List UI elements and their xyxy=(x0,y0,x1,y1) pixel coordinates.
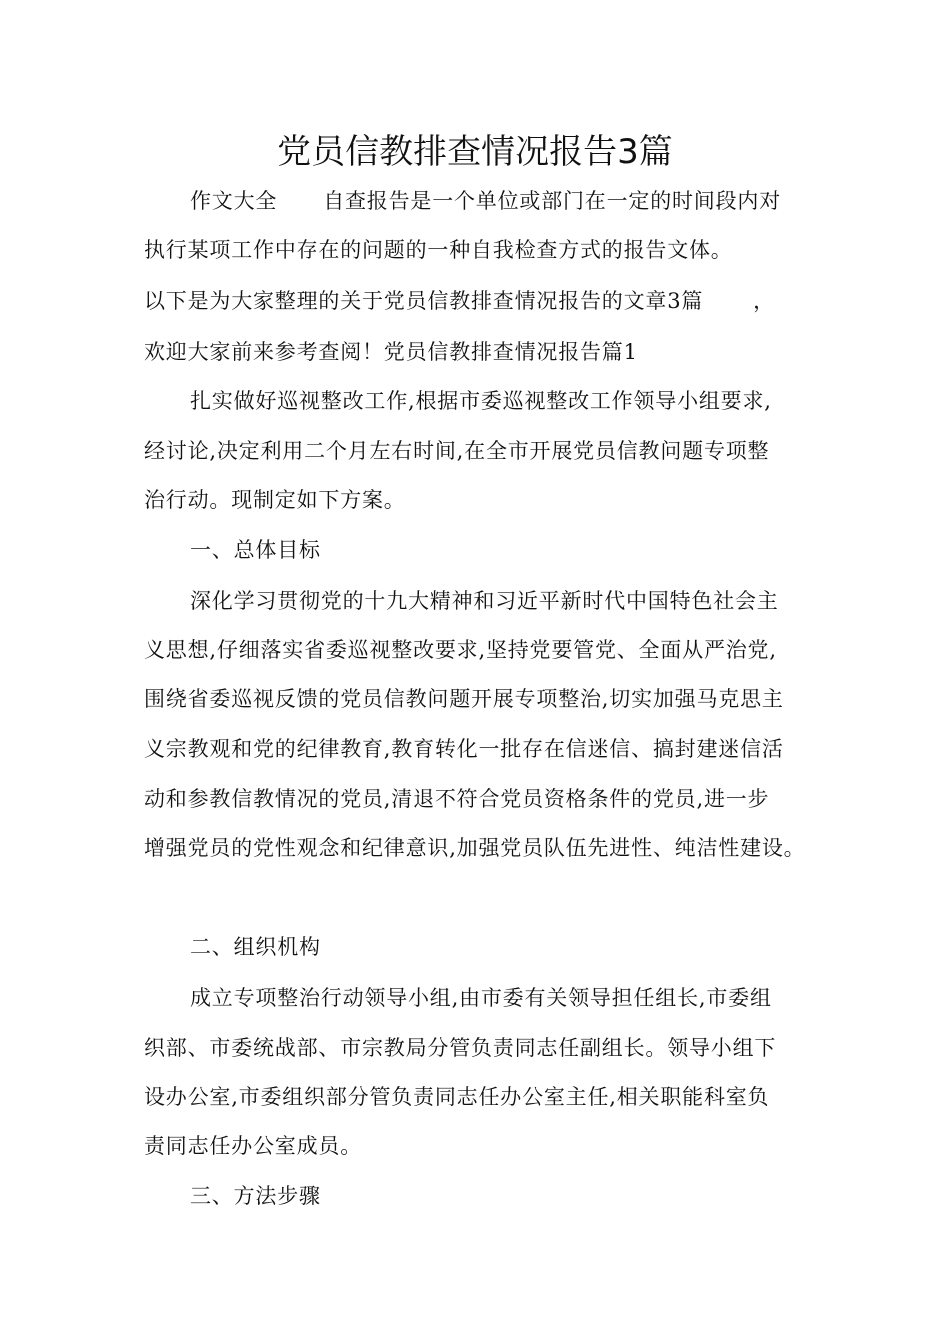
paragraph-2-line-5: 动和参教信教情况的党员,清退不符合党员资格条件的党员,进一步 xyxy=(144,787,770,811)
intro-text-3: 以下是为大家整理的关于党员信教排查情况报告的文章3篇 xyxy=(144,289,704,313)
intro-line-4: 欢迎大家前来参考查阅！党员信教排查情况报告篇1 xyxy=(144,340,638,364)
intro-text-1: 自查报告是一个单位或部门在一定的时间段内对 xyxy=(323,189,782,213)
intro-line-1 xyxy=(190,186,781,216)
intro-line-2: 执行某项工作中存在的问题的一种自我检查方式的报告文体。 xyxy=(144,238,733,262)
paragraph-1-line-3: 治行动。现制定如下方案。 xyxy=(144,488,406,512)
paragraph-1-line-1: 扎实做好巡视整改工作,根据市委巡视整改工作领导小组要求, xyxy=(190,389,772,413)
intro-line-3 xyxy=(144,286,775,316)
paragraph-2-line-1: 深化学习贯彻党的十九大精神和习近平新时代中国特色社会主 xyxy=(190,589,779,613)
paragraph-1-line-2: 经讨论,决定利用二个月左右时间,在全市开展党员信教问题专项整 xyxy=(144,439,770,463)
paragraph-2-line-3: 围绕省委巡视反馈的党员信教问题开展专项整治,切实加强马克思主 xyxy=(144,687,784,711)
paragraph-3-line-3: 设办公室,市委组织部分管负责同志任办公室主任,相关职能科室负 xyxy=(144,1085,770,1109)
paragraph-2-line-4: 义宗教观和党的纪律教育,教育转化一批存在信迷信、搞封建迷信活 xyxy=(144,737,784,761)
paragraph-2-line-6: 增强党员的党性观念和纪律意识,加强党员队伍先进性、纯洁性建设。 xyxy=(144,836,806,860)
paragraph-3-line-4: 责同志任办公室成员。 xyxy=(144,1134,362,1158)
paragraph-2-line-2: 义思想,仔细落实省委巡视整改要求,坚持党要管党、全面从严治党, xyxy=(144,638,777,662)
section-heading-2: 二、组织机构 xyxy=(190,935,321,959)
document-title: 党员信教排查情况报告3篇 xyxy=(277,132,673,172)
source-label: 作文大全 xyxy=(190,189,278,213)
paragraph-3-line-2: 织部、市委统战部、市宗教局分管负责同志任副组长。领导小组下 xyxy=(144,1036,777,1060)
intro-comma: ， xyxy=(753,289,775,313)
section-heading-3: 三、方法步骤 xyxy=(190,1184,321,1208)
paragraph-3-line-1: 成立专项整治行动领导小组,由市委有关领导担任组长,市委组 xyxy=(190,986,772,1010)
section-heading-1: 一、总体目标 xyxy=(190,538,321,562)
